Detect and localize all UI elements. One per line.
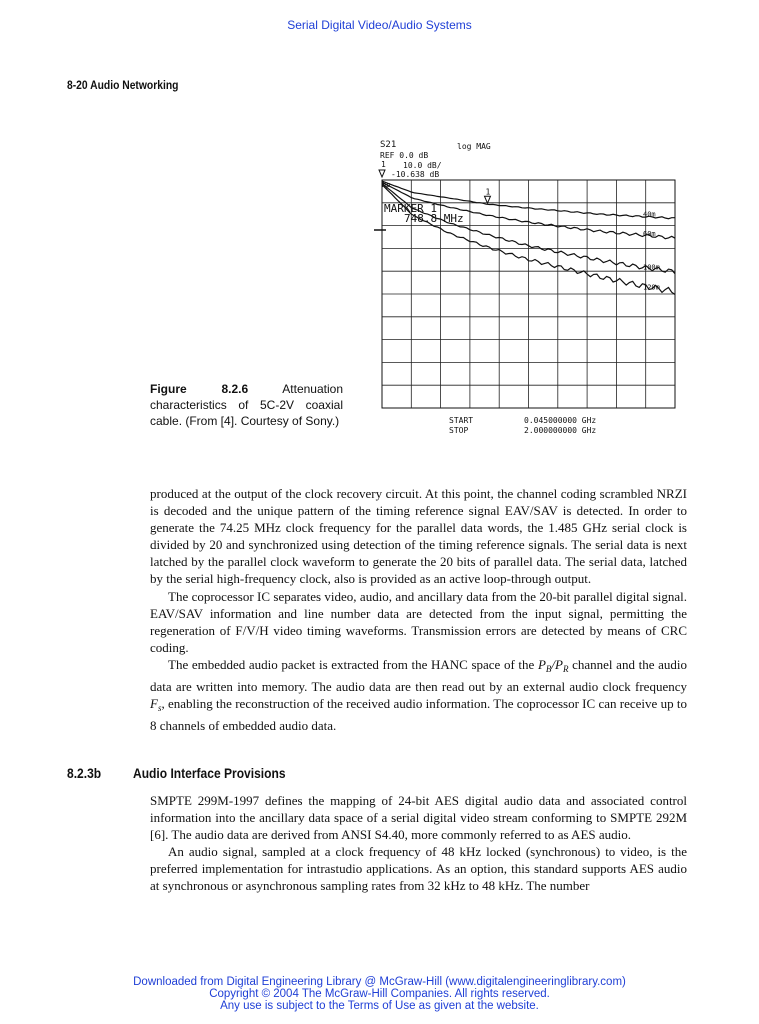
- pr-symbol: $P_R$: [555, 656, 569, 674]
- stop-value: 2.000000000 GHz: [524, 426, 597, 435]
- paragraph-hanc: [150, 656, 687, 734]
- footer-terms-link[interactable]: Any use is subject to the Terms of Use as given at the website.: [220, 1000, 539, 1012]
- figure-caption-text: Attenuation characteristics of 5C-2V coaxial cable. (From [4]. Courtesy of Sony.): [150, 382, 343, 428]
- running-title: Serial Digital Video/Audio Systems: [287, 18, 472, 32]
- figure-caption-label: Figure 8.2.6: [150, 382, 249, 396]
- trace-label-60m: 60m: [643, 230, 656, 239]
- section-label: 8-20 Audio Networking: [67, 78, 179, 92]
- marker-frequency: 748.8 MHz: [404, 212, 464, 225]
- subsection-title: Audio Interface Provisions: [133, 765, 286, 781]
- paragraph: An audio signal, sampled at a clock frequency of 48 kHz locked (synchronous) to video, is the preferred implementation for intrastudio applications. As an option, this standard supports AES audio at synchronous or asynchronous sampling rates from 32 kHz to 48 kHz. The number: [150, 844, 687, 894]
- marker-flag: 1: [485, 187, 491, 197]
- subsection-number: 8.2.3b: [67, 765, 102, 781]
- paragraph: produced at the output of the clock recovery circuit. At this point, the channel coding scrambled NRZI is decoded and the unique pattern of the timing reference signal EAV/SAV is detected. In order to generate the 74.25 MHz clock frequency for the parallel data words, the 1.485 GHz serial clock is divided by 20 and synchronized using detection of the timing reference signals. The serial data is next latched by the parallel clock waveform to generate the 20 bits of parallel data. The serial data, latched by the serial high-frequency clock, also is provided as an active loop-through output.: [150, 486, 687, 587]
- footer: [0, 976, 759, 1012]
- format-label: log MAG: [457, 142, 491, 151]
- start-value: 0.045000000 GHz: [524, 416, 597, 425]
- figure-caption: [150, 381, 343, 429]
- stop-label: STOP: [449, 426, 469, 435]
- footer-download-link[interactable]: Downloaded from Digital Engineering Library @ McGraw-Hill (www.digitalengineeringlibrary.com): [133, 976, 626, 988]
- p3-text-a: The embedded audio packet is extracted from the HANC space of the: [168, 656, 535, 672]
- fs-symbol: $F_s$: [150, 696, 162, 714]
- slash: /: [551, 656, 556, 672]
- pb-symbol: $P_B$: [537, 656, 552, 674]
- trace-label-120m: 120m: [643, 283, 660, 292]
- body-text-bottom: [150, 792, 687, 895]
- scale-label: 10.0 dB/: [403, 161, 442, 170]
- body-text-top: [150, 485, 687, 734]
- hp-label: hp: [382, 181, 391, 189]
- p3-text-b: channel and the audio data are written into memory. The audio data are then read out by an external audio clock frequency: [150, 656, 687, 695]
- ref-arrow-icon: [379, 170, 385, 177]
- footer-copyright: Copyright © 2004 The McGraw-Hill Companies. All rights reserved.: [209, 988, 550, 1000]
- marker-title: MARKER 1: [384, 202, 437, 215]
- start-label: START: [449, 416, 474, 425]
- ref-label: REF 0.0 dB: [380, 151, 429, 160]
- p3-text-c: , enabling the reconstruction of the received audio information. The coprocessor IC can receive up to 8 channels of embedded audio data.: [150, 696, 687, 734]
- s-param-label: S21: [380, 140, 397, 150]
- marker-value-label: -10.638 dB: [391, 170, 440, 179]
- paragraph: The coprocessor IC separates video, audio, and ancillary data from the 20-bit parallel digital signal. EAV/SAV information and line number data are detected from the input signal, permitting the regeneration of F/V/H video timing waveforms. Transmission errors are detected by means of CRC coding.: [150, 588, 687, 655]
- attenuation-chart: [360, 136, 690, 438]
- paragraph: SMPTE 299M-1997 defines the mapping of 24-bit AES digital audio data and associated control information into the ancillary data space of a serial digital video stream conforming to SMPTE 292M [6]. The audio data are derived from ANSI S4.40, more commonly referred to as AES audio.: [150, 793, 687, 843]
- trace-label-100m: 100m: [643, 263, 660, 272]
- marker-layer: [484, 187, 490, 203]
- marker-arrow-icon: [484, 196, 490, 203]
- ref-marker-glyph: 1: [381, 160, 386, 169]
- trace-label-40m: 40m: [643, 210, 656, 219]
